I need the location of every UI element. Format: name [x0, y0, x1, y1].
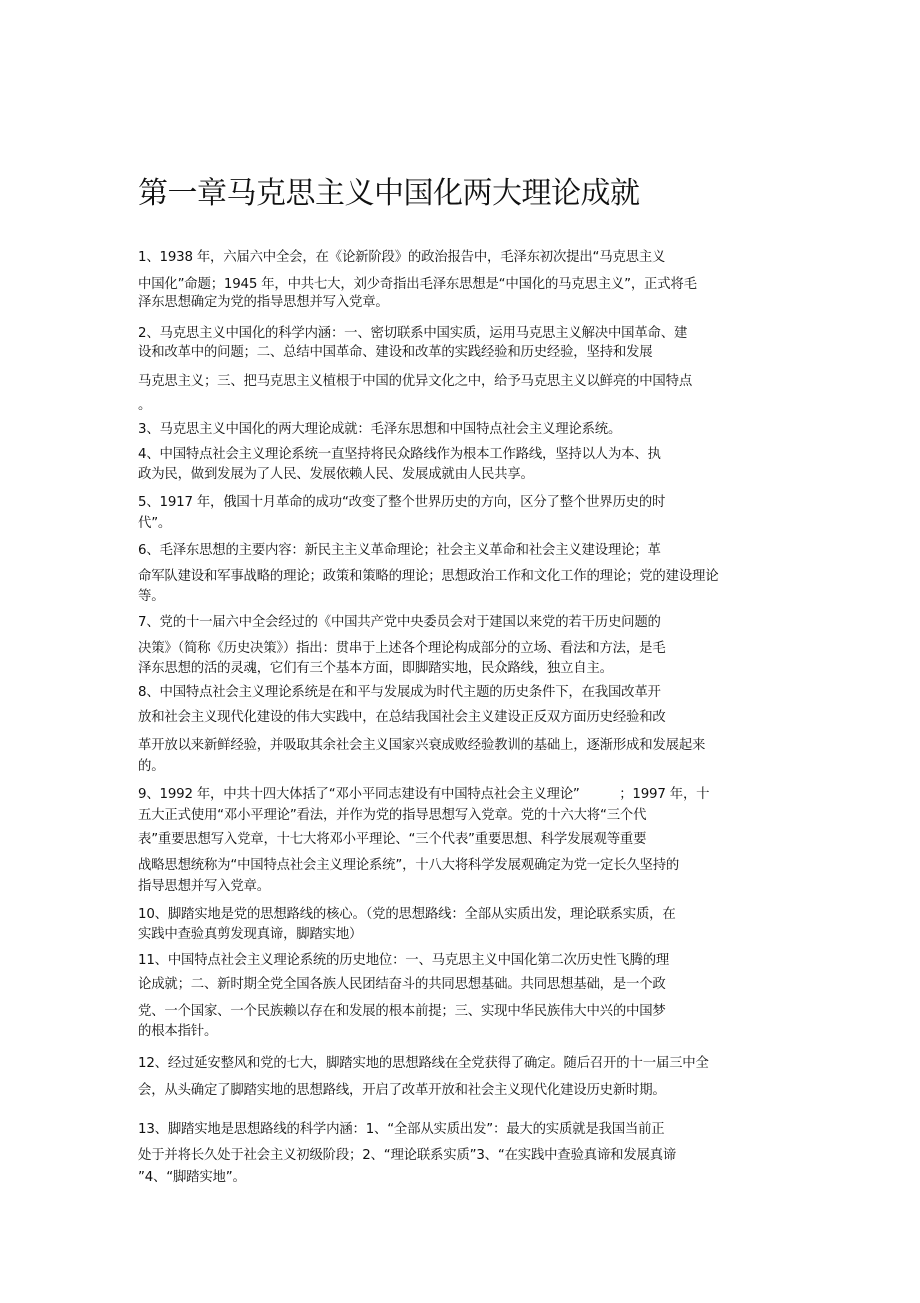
text-line: 5、1917 年，俄国十月革命的成功“改变了整个世界历史的方向，区分了整个世界历史的时: [138, 495, 666, 510]
text-line: 政为民，做到发展为了人民、发展依赖人民、发展成就由人民共享。: [138, 467, 534, 482]
chapter-title: 第一章马克思主义中国化两大理论成就: [138, 176, 640, 211]
text-line: 4、中国特点社会主义理论系统一直坚持将民众路线作为根本工作路线，坚持以人为本、执: [138, 447, 661, 462]
text-line: 9、1992 年，中共十四大体括了“邓小平同志建设有中国特点社会主义理论” ；1997 年，十: [138, 787, 710, 802]
text-line: 会，从头确定了脚踏实地的思想路线，开启了改革开放和社会主义现代化建设历史新时期。: [138, 1083, 666, 1098]
text-line: 决策》（简称《历史决策》）指出：贯串于上述各个理论构成部分的立场、看法和方法，是毛: [138, 641, 666, 656]
text-line: 处于并将长久处于社会主义初级阶段；2、“理论联系实质”3、“在实践中查验真谛和发展真谛: [138, 1148, 677, 1163]
text-line: 11、中国特点社会主义理论系统的历史地位：一、马克思主义中国化第二次历史性飞腾的理: [138, 953, 670, 968]
text-line: 命军队建设和军事战略的理论；政策和策略的理论；思想政治工作和文化工作的理论；党的建设理论: [138, 569, 719, 584]
text-line: 等。: [138, 589, 165, 604]
text-line: 党、一个国家、一个民族赖以存在和发展的根本前提；三、实现中华民族伟大中兴的中国梦: [138, 1004, 666, 1019]
text-line: 放和社会主义现代化建设的伟大实践中，在总结我国社会主义建设正反双方面历史经验和改: [138, 710, 666, 725]
text-line: 战略思想统称为“中国特点社会主义理论系统”，十八大将科学发展观确定为党一定长久坚持的: [138, 858, 680, 873]
text-line: 指导思想并写入党章。: [138, 879, 270, 894]
text-line: 论成就；二、新时期全党全国各族人民团结奋斗的共同思想基础。共同思想基础，是一个政: [138, 977, 666, 992]
text-line: 2、马克思主义中国化的科学内涵：一、密切联系中国实质，运用马克思主义解决中国革命、建: [138, 326, 688, 341]
text-line: 1、1938 年，六届六中全会，在《论新阶段》的政治报告中，毛泽东初次提出“马克思主义: [138, 250, 666, 265]
text-line: 泽东思想确定为党的指导思想并写入党章。: [138, 295, 389, 310]
text-line: 3、马克思主义中国化的两大理论成就：毛泽东思想和中国特点社会主义理论系统。: [138, 422, 622, 437]
text-line: 泽东思想的活的灵魂，它们有三个基本方面，即脚踏实地，民众路线，独立自主。: [138, 661, 613, 676]
text-line: 五大正式使用“邓小平理论”看法，并作为党的指导思想写入党章。党的十六大将“三个代: [138, 808, 647, 823]
text-line: 马克思主义；三、把马克思主义植根于中国的优异文化之中，给予马克思主义以鲜亮的中国特点: [138, 374, 693, 389]
text-line: 革开放以来新鲜经验，并吸取其余社会主义国家兴衰成败经验教训的基础上，逐渐形成和发展起来: [138, 738, 706, 753]
text-line: 中国化”命题；1945 年，中共七大，刘少奇指出毛泽东思想是“中国化的马克思主义”，正式将毛: [138, 277, 697, 292]
text-line: 6、毛泽东思想的主要内容：新民主主义革命理论；社会主义革命和社会主义建设理论；革: [138, 543, 661, 558]
text-line: 的。: [138, 759, 165, 774]
text-line: 表”重要思想写入党章，十七大将邓小平理论、“三个代表”重要思想、科学发展观等重要: [138, 832, 647, 847]
text-line: 13、脚踏实地是思想路线的科学内涵：1、“全部从实质出发”：最大的实质就是我国当前正: [138, 1122, 665, 1137]
text-line: 8、中国特点社会主义理论系统是在和平与发展成为时代主题的历史条件下，在我国改革开: [138, 685, 661, 700]
text-line: 12、经过延安整风和党的七大，脚踏实地的思想路线在全党获得了确定。随后召开的十一届三中全: [138, 1056, 709, 1071]
text-line: 10、脚踏实地是党的思想路线的核心。（党的思想路线：全部从实质出发，理论联系实质，在: [138, 907, 676, 922]
text-line: 实践中查验真剪发现真谛，脚踏实地）: [138, 927, 363, 942]
text-line: 设和改革中的问题；二、总结中国革命、建设和改革的实践经验和历史经验，坚持和发展: [138, 345, 653, 360]
text-line: 。: [138, 398, 152, 413]
text-line: 的根本指针。: [138, 1024, 218, 1039]
text-line: 代”。: [138, 516, 172, 531]
text-line: ”4、“脚踏实地”。: [138, 1170, 246, 1185]
text-line: 7、党的十一届六中全会经过的《中国共产党中央委员会对于建国以来党的若干历史问题的: [138, 615, 661, 630]
